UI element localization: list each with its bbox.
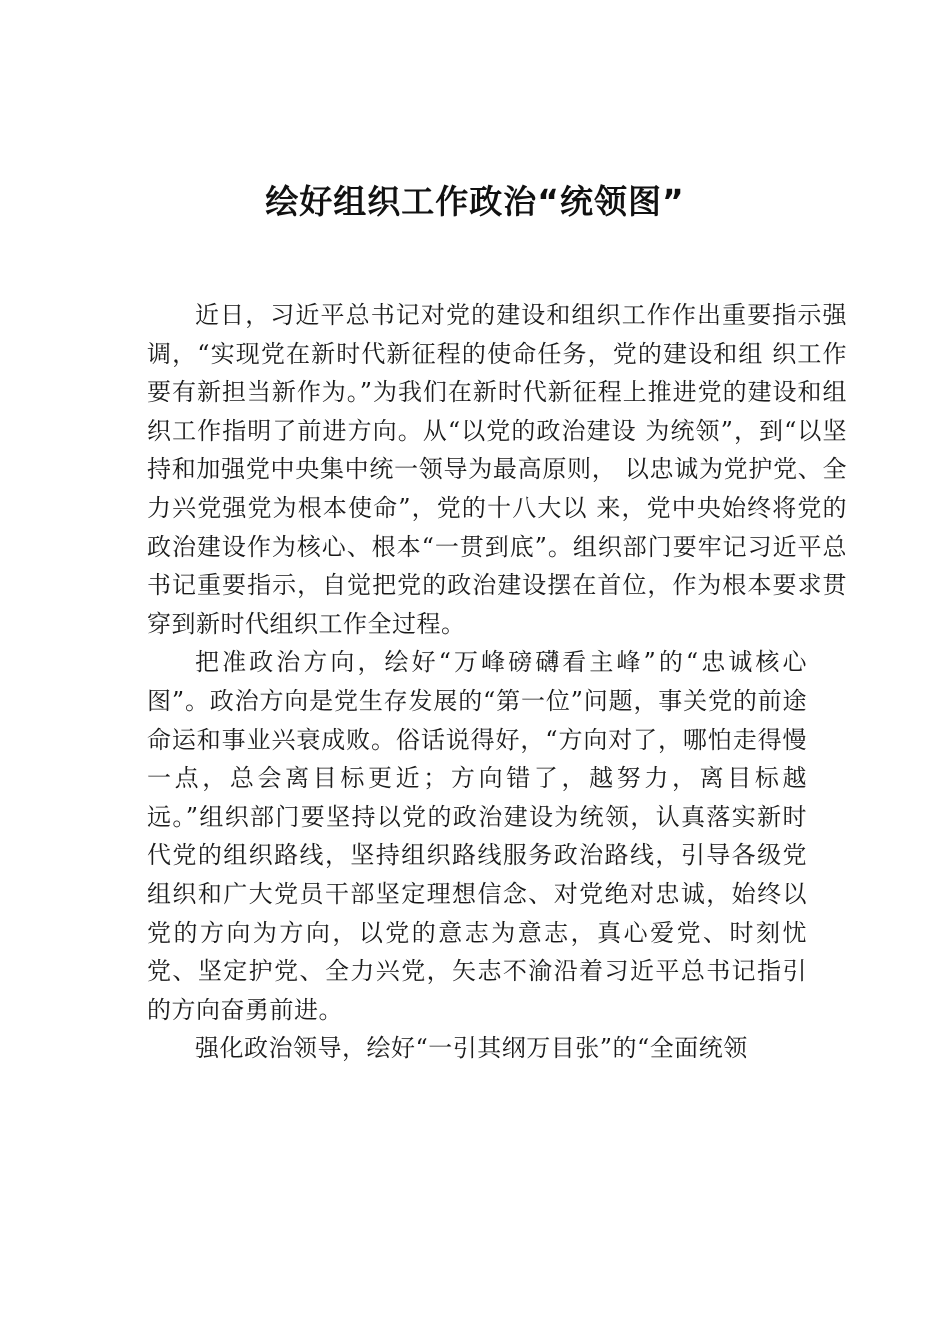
paragraph-3: 强化政治领导，绘好“一引其纲万目张”的“全面统领: [195, 1034, 748, 1063]
document-title: 绘好组织工作政治“统领图”: [265, 182, 685, 221]
paragraph-1: 近日，习近平总书记对党的建设和组织工作作出重要指示强调，“实现党在新时代新征程的使命任务，党的建设和组 织工作要有新担当新作为。”为我们在新时代新征程上推进党的建设和组织工作指明了前进方向。从“以党的政治建设 为统领”，到“以坚持和加强党中央集中统一领导为最高原则， 以忠诚为党护党、全力兴党强党为根本使命”，党的十八大以 来，党中央始终将党的政治建设作为核心、根本“一贯到底”。组织部门要牢记习近平总书记重要指示，自觉把党的政治建设摆在首位，作为根本要求贯穿到新时代组织工作全过程。: [147, 301, 847, 638]
document-body: [147, 296, 847, 1068]
paragraph-2: 把准政治方向，绘好“万峰磅礴看主峰”的“忠诚核心图”。政治方向是党生存发展的“第一位”问题，事关党的前途命运和事业兴衰成败。俗话说得好，“方向对了，哪怕走得慢一点，总会离目标更近；方向错了，越努力，离目标越远。”组织部门要坚持以党的政治建设为统领，认真落实新时代党的组织路线，坚持组织路线服务政治路线，引导各级党组织和广大党员干部坚定理想信念、对党绝对忠诚，始终以党的方向为方向，以党的意志为意志，真心爱党、时刻忧党、坚定护党、全力兴党，矢志不渝沿着习近平总书记指引的方向奋勇前进。: [147, 648, 807, 1024]
